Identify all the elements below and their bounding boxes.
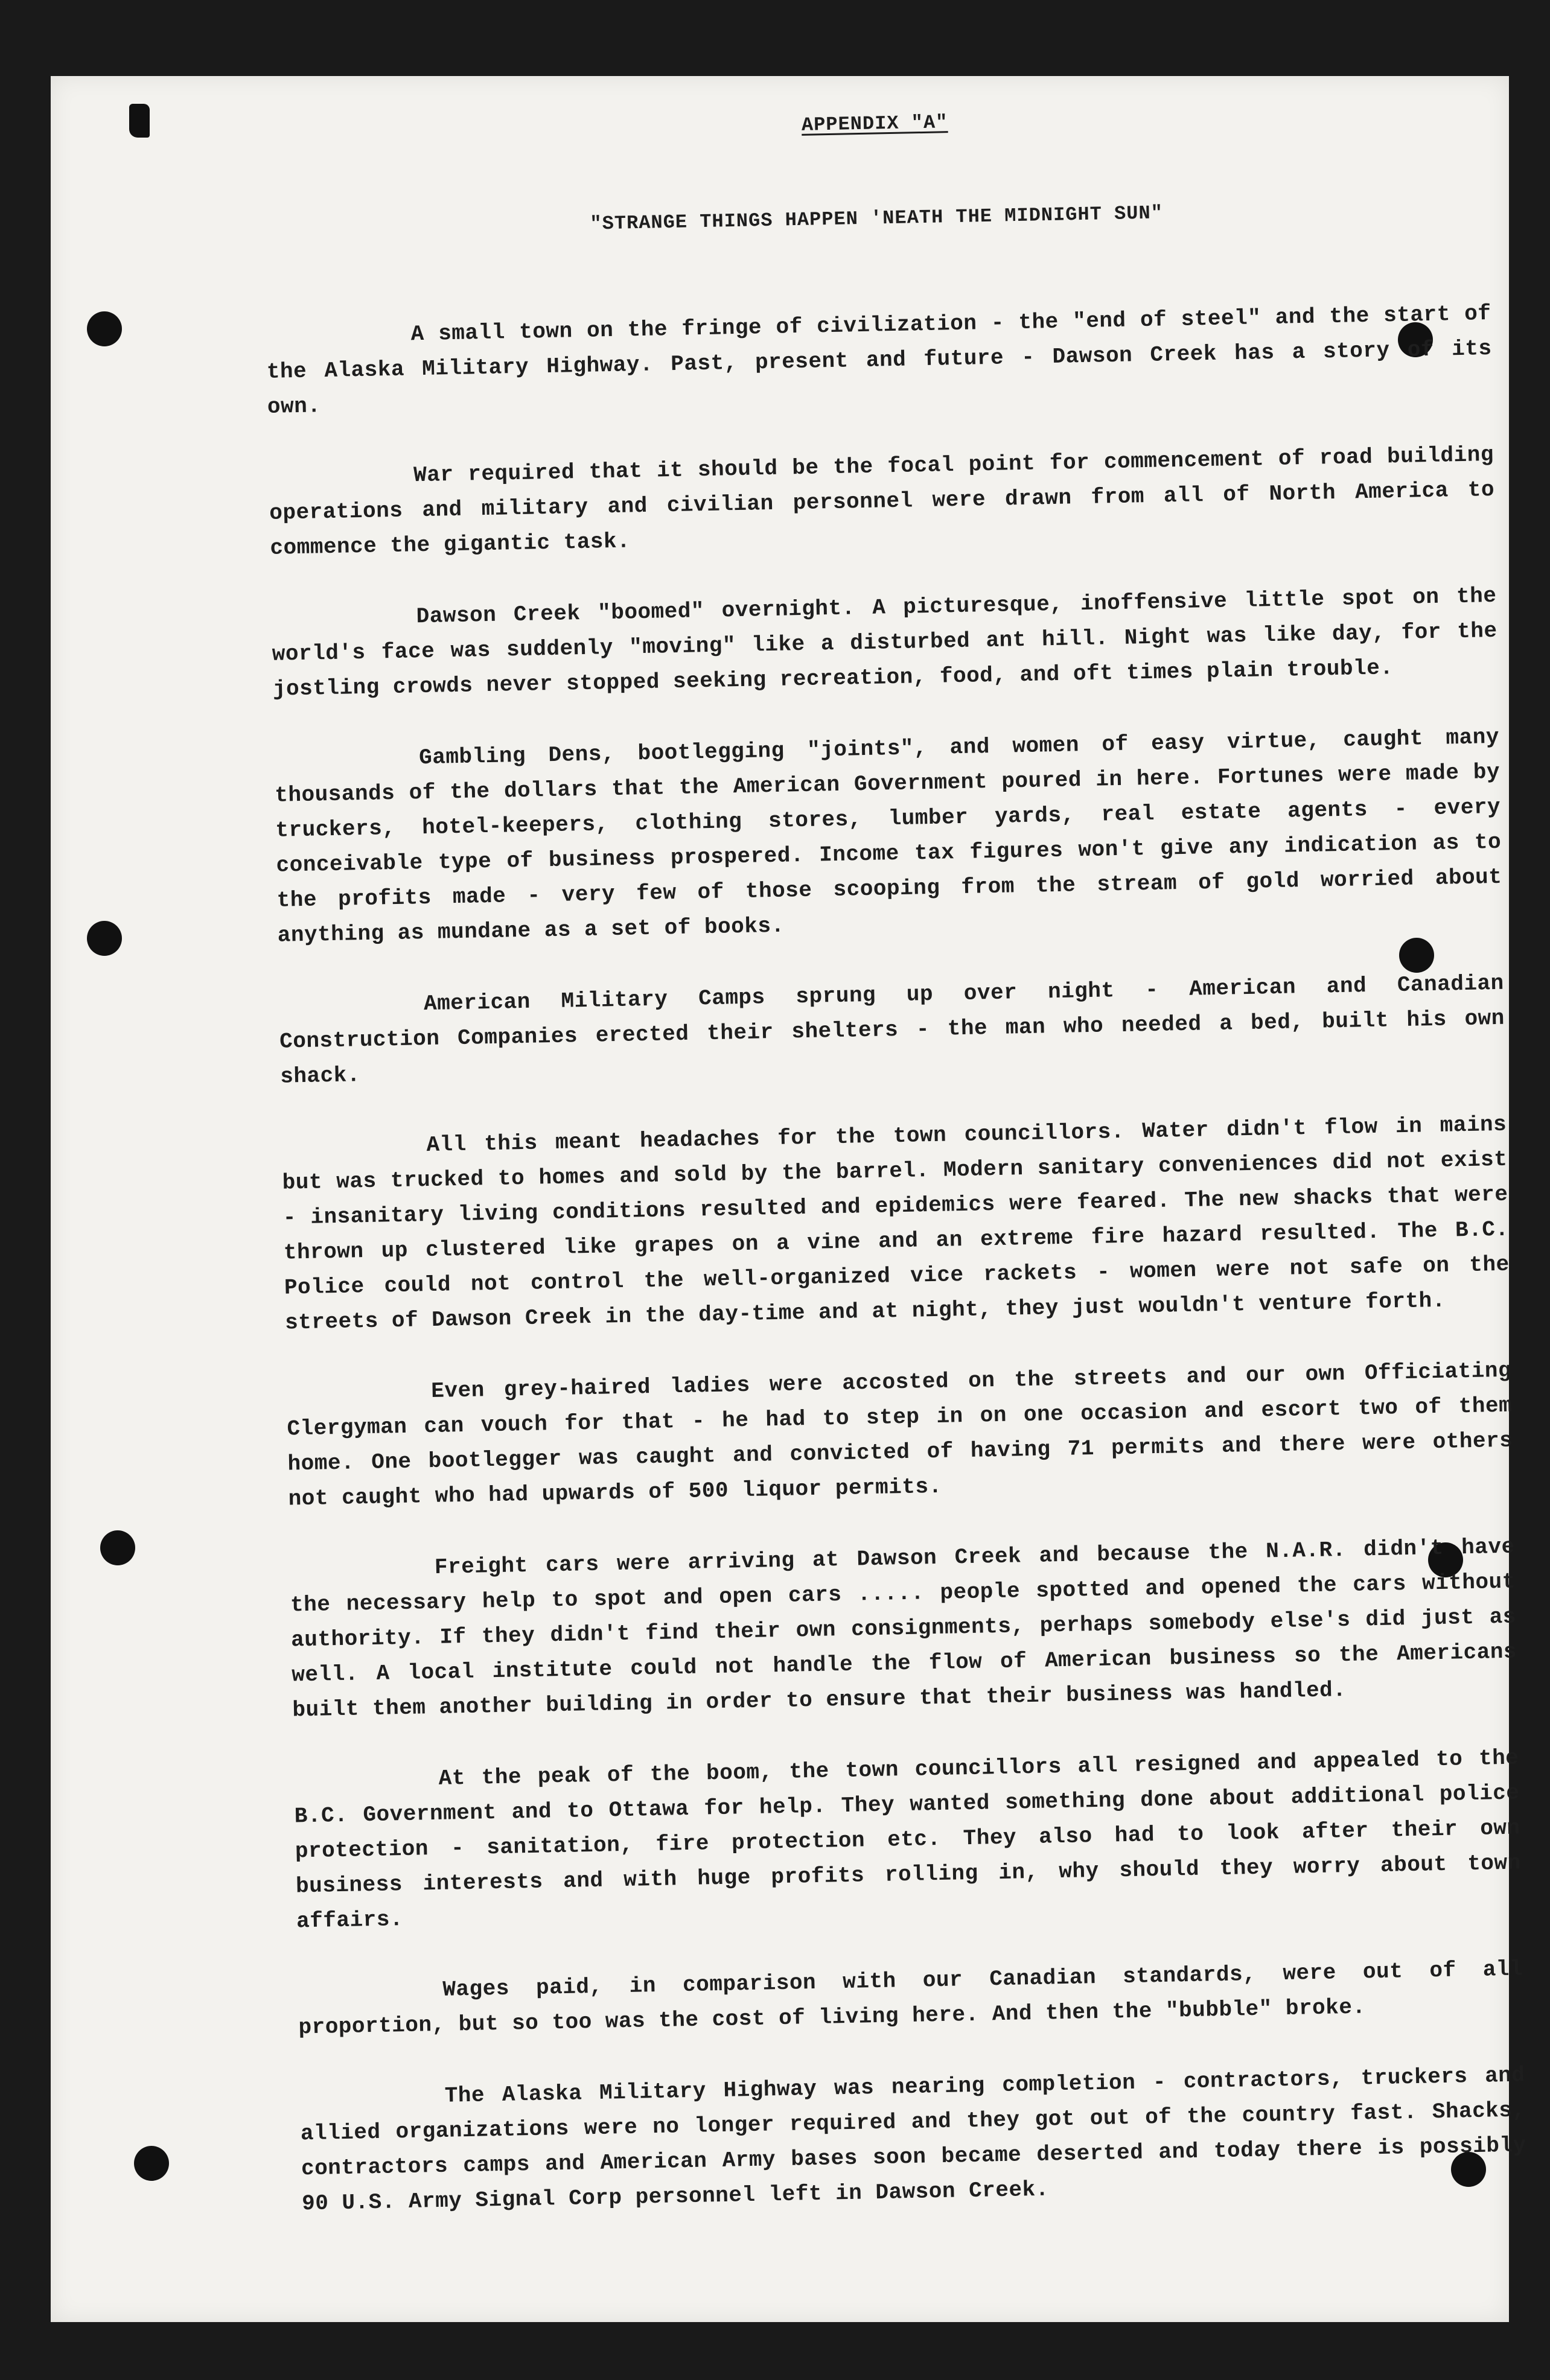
paragraph: Dawson Creek "boomed" overnight. A picturesque, inoffensive little spot on the world's face was suddenly "moving" like a disturbed ant hill. Night was like day, for the jostling crowds never stopped seeking recreation, food, and oft times plain trouble. [272,583,1497,702]
corner-mark [129,104,150,138]
paragraph: The Alaska Military Highway was nearing completion - contractors, truckers and allied organizations were no longer required and they got out of the country fast. Shacks, contractors camps and American Army bases soon became deserted and today there is possibly 90 U.S. Army Signal Corp personnel left in Dawson Creek. [300,2063,1527,2216]
punch-hole [87,921,122,956]
paragraph: Gambling Dens, bootlegging "joints", and women of easy virtue, caught many thousands of the dollars that the American Government poured in here. Fortunes were made by truckers, hotel-keepers, clothing stores, lumber yards, real estate agents - every conceivable type of business prospered. Income tax figures won't give any indication as to the profits made - very few of those scooping from the stream of gold worried about anything as mundane as a set of books. [274,724,1502,948]
appendix-heading: APPENDIX "A" [801,111,948,136]
paragraph: American Military Camps sprung up over night - American and Canadian Construction Companies erected their shelters - the man who needed a bed, built his own shack. [279,970,1505,1089]
punch-hole [87,311,122,346]
paragraph: At the peak of the boom, the town councillors all resigned and appealed to the B.C. Government and to Ottawa for help. They wanted something done about additional police protection - sanitation, fire protection etc. They also had to look after their own business interests and with huge profits rolling in, why should they worry about town affairs. [294,1745,1522,1934]
paragraph: Freight cars were arriving at Dawson Creek and because the N.A.R. didn't have the necessary help to spot and open cars ..... people spotted and opened the cars without authority. If they didn't find their own consignments, perhaps somebody else's did just as well. A local institute could not handle the flow of American business so the Americans built them another building in order to ensure that their business was handled. [290,1534,1517,1723]
paper-sheet [51,76,1527,2322]
paragraph: War required that it should be the focal point for commencement of road building operations and military and civilian personnel were drawn from all of North America to commence the gigantic task. [269,442,1495,561]
paragraph: Wages paid, in comparison with our Canadian standards, were out of all proportion, but so too was the cost of living here. And then the "bubble" broke. [298,1956,1523,2040]
punch-hole [100,1530,135,1565]
document-subtitle: "STRANGE THINGS HAPPEN 'NEATH THE MIDNIGHT SUN" [590,202,1164,235]
document-body [262,101,1528,2258]
paragraph: Even grey-haired ladies were accosted on the streets and our own Officiating Clergyman can vouch for that - he had to step in on one occasion and escort two of them home. One bootlegger was caught and convicted of having 71 permits and there were others not caught who had upwards of 500 liquor permits. [287,1358,1513,1512]
paragraph: All this meant headaches for the town councillors. Water didn't flow in mains but was trucked to homes and sold by the barrel. Modern sanitary conveniences did not exist - insanitary living conditions resulted and epidemics were feared. The new shacks that were thrown up clustered like grapes on a vine and an extreme fire hazard resulted. The B.C. Police could not control the well-organized vice rackets - women were not safe on the streets of Dawson Creek in the day-time and at night, they just wouldn't venture forth. [282,1112,1510,1335]
paragraph: A small town on the fringe of civilization - the "end of steel" and the start of the Alaska Military Highway. Past, present and future - Dawson Creek has a story of its own. [266,301,1492,419]
punch-hole [134,2146,169,2181]
